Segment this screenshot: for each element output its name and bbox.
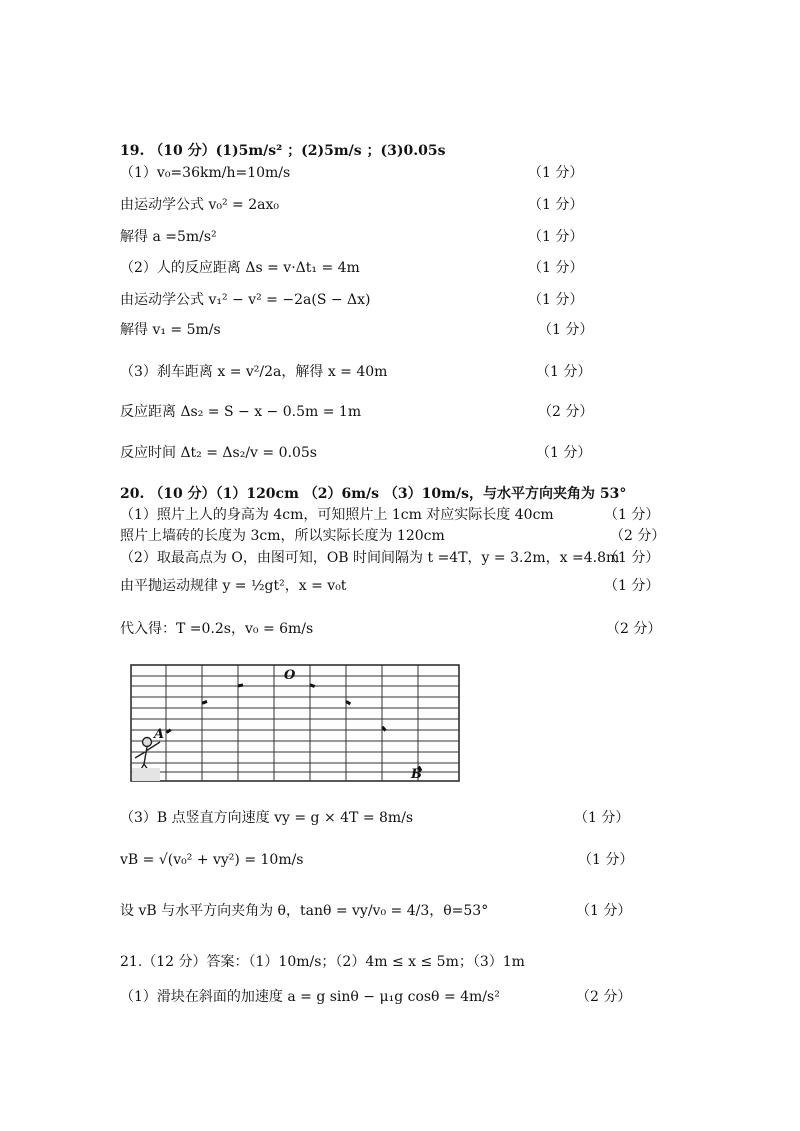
q20-line-1-score: （1 分） [604,507,660,523]
q20-line-3-score: （1 分） [604,550,660,566]
q19-line-3 [0,225,800,249]
q19-line-1-score: （1 分） [528,165,584,181]
q19-line-7-text: （3）刹车距离 x = v²/2a，解得 x = 40m [120,364,388,380]
q19-line-2-score: （1 分） [528,197,584,213]
q20-line-8-score: （1 分） [576,903,632,919]
q20-line-5-text: 代入得：T =0.2s，v₀ = 6m/s [120,621,314,637]
q19-line-9 [0,432,800,474]
q20-line-1-text: （1）照片上人的身高为 4cm，可知照片上 1cm 对应实际长度 40cm [120,507,554,523]
q19-line-6-text: 解得 v₁ = 5m/s [120,322,221,338]
q20-line-6 [0,806,800,830]
q21-line-1-score: （2 分） [576,989,632,1005]
q19-line-2-text: 由运动学公式 v₀² = 2ax₀ [120,197,279,213]
q19-line-6 [0,318,800,342]
q19-line-1-text: （1）v₀=36km/h=10m/s [120,165,291,181]
q21-line-1 [0,985,800,1009]
q19-line-4-score: （1 分） [528,260,584,276]
q20-line-8-text: 设 vB 与水平方向夹角为 θ，tanθ = vy/v₀ = 4/3，θ=53° [120,903,489,919]
q20-line-7 [0,848,800,872]
q20-line-3-text: （2）取最高点为 O，由图可知，OB 时间间隔为 t =4T，y = 3.2m，x =4.8m [120,550,620,566]
q19-line-5 [0,288,800,312]
point-b-label: B [411,767,422,782]
q20-line-3 [0,546,800,570]
q20-line-4 [0,574,800,598]
q19-line-8-text: 反应距离 Δs₂ = S − x − 0.5m = 1m [120,404,362,420]
q20-line-5-score: （2 分） [606,621,662,637]
q20-line-8 [0,890,800,932]
q20-line-7-score: （1 分） [578,852,634,868]
q19-line-8 [0,400,800,424]
q19-header-text: 19. （10 分）(1)5m/s² ；(2)5m/s ；(3)0.05s [120,143,446,159]
q20-line-7-text: vB = √(v₀² + vy²) = 10m/s [120,852,304,868]
trajectory-photo [130,664,460,782]
q19-line-4 [0,256,800,280]
q19-line-8-score: （2 分） [538,404,594,420]
q19-line-5-text: 由运动学公式 v₁² − v² = −2a(S − Δx) [120,292,371,308]
q19-line-4-text: （2）人的反应距离 Δs = v·Δt₁ = 4m [120,260,360,276]
point-o-label: O [284,668,296,683]
q19-line-5-score: （1 分） [528,292,584,308]
point-a-label: A [154,727,165,742]
q19-line-7 [0,351,800,393]
q20-line-2 [0,524,800,548]
q20-line-2-score: （2 分） [610,528,666,544]
q20-line-4-score: （1 分） [604,578,660,594]
q21-header [0,950,800,974]
q19-line-9-text: 反应时间 Δt₂ = Δs₂/v = 0.05s [120,445,317,461]
q20-line-5 [0,617,800,641]
q20-line-2-text: 照片上墙砖的长度为 3cm，所以实际长度为 120cm [120,528,445,544]
q19-line-7-score: （1 分） [536,364,592,380]
q19-line-3-score: （1 分） [528,229,584,245]
q20-header-text: 20. （10 分）（1）120cm （2）6m/s （3）10m/s，与水平方向夹角为 53° [120,486,627,502]
q19-line-2 [0,193,800,217]
q19-line-9-score: （1 分） [536,445,592,461]
q19-header [0,139,800,163]
q21-line-1-text: （1）滑块在斜面的加速度 a = g sinθ − μ₁g cosθ = 4m/s² [120,989,500,1005]
q19-line-3-text: 解得 a =5m/s² [120,229,217,245]
q20-line-4-text: 由平抛运动规律 y = ½gt²，x = v₀t [120,578,347,594]
q20-line-6-text: （3）B 点竖直方向速度 vy = g × 4T = 8m/s [120,810,414,826]
q19-line-6-score: （1 分） [538,322,594,338]
q20-line-6-score: （1 分） [574,810,630,826]
q19-line-1 [0,161,800,185]
q21-header-text: 21.（12 分）答案：（1）10m/s；（2）4m ≤ x ≤ 5m；（3）1m [120,954,525,970]
